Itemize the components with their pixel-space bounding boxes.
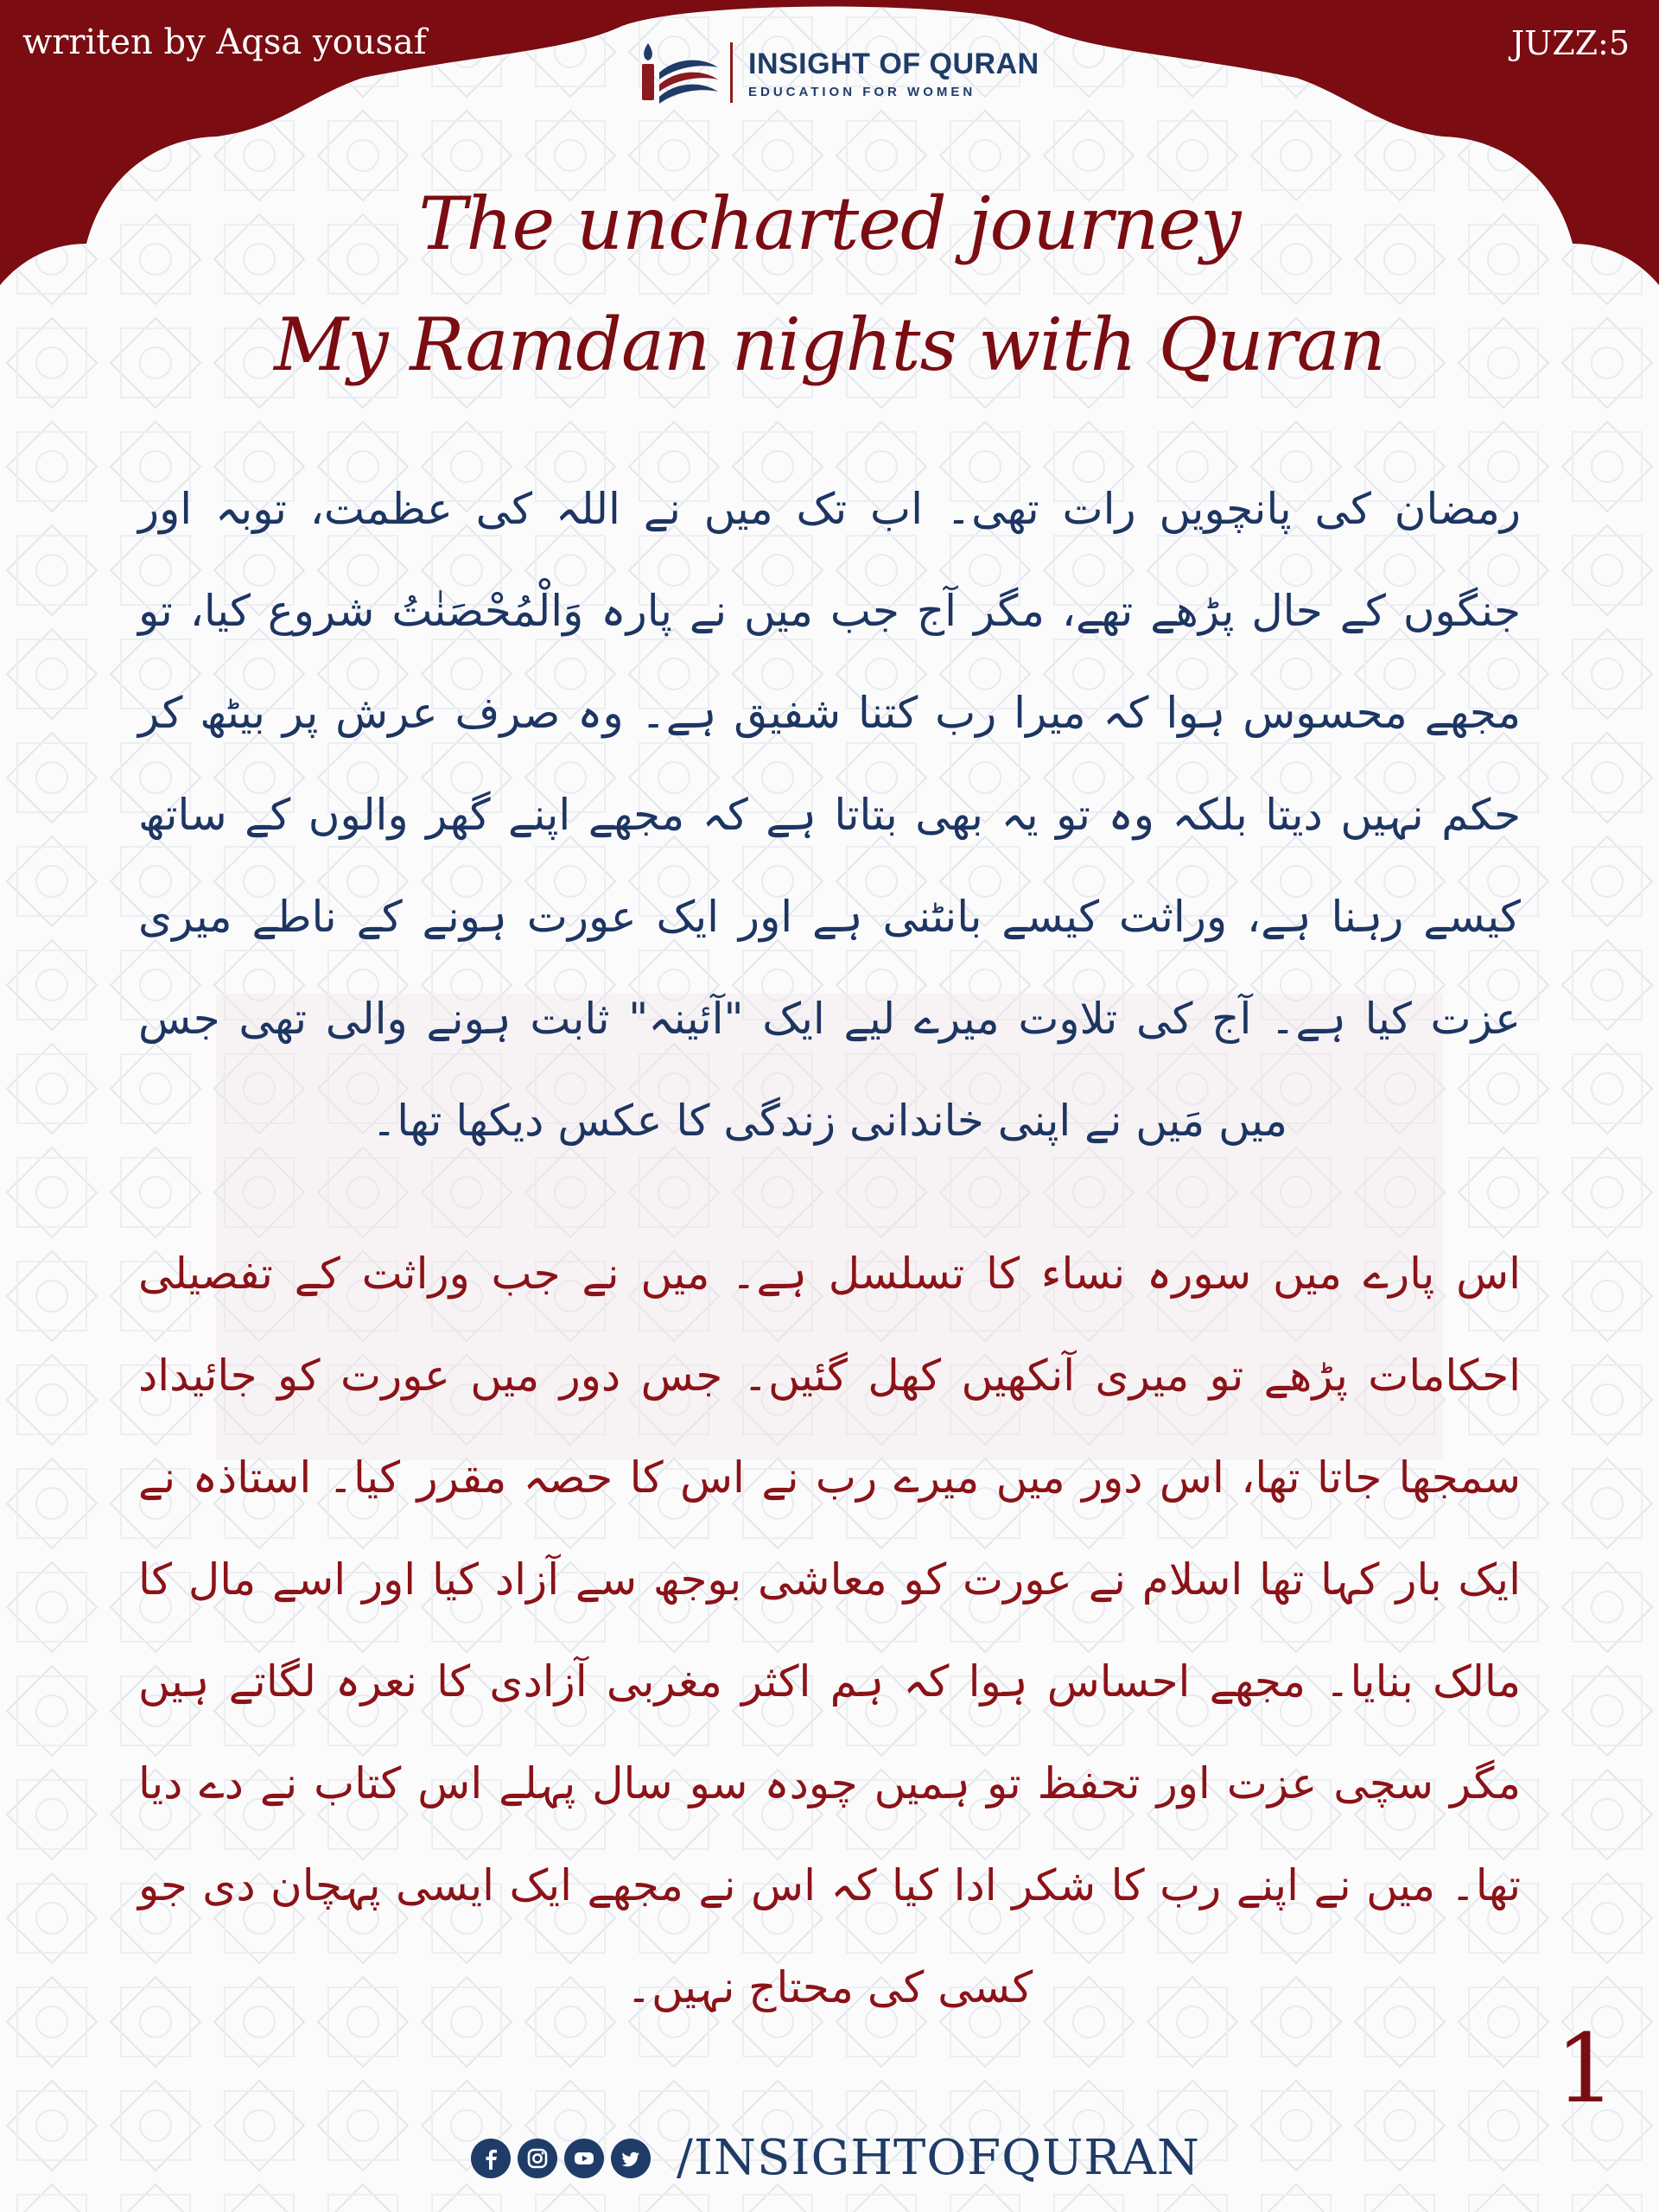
instagram-icon[interactable]	[518, 2139, 557, 2178]
logo-text	[748, 47, 1039, 99]
logo-divider	[730, 42, 733, 103]
juz-label: JUZZ:5	[1510, 24, 1630, 62]
body-paragraph-1: رمضان کی پانچویں رات تھی۔ اب تک میں نے اللہ کی عظمت، توبہ اور جنگوں کے حال پڑھے تھے، مگر آج جب میں نے پارہ وَالْمُحْصَنٰتُ شروع کیا، تو مجھے محسوس ہوا کہ میرا رب کتنا شفیق ہے۔ وہ صرف عرش پر بیٹھ کر حکم نہیں دیتا بلکہ وہ تو یہ بھی بتاتا ہے کہ مجھے اپنے گھر والوں کے ساتھ کیسے رہنا ہے، وراثت کیسے بانٹنی ہے اور ایک عورت ہونے کے ناطے میری عزت کیا ہے۔ آج کی تلاوت میرے لیے ایک "آئینہ" ثابت ہونے والی تھی جس میں مَیں نے اپنی خاندانی زندگی کا عکس دیکھا تھا۔	[138, 484, 1521, 1146]
insight-of-quran-logo-icon	[635, 38, 721, 107]
logo-title: INSIGHT OF QURAN	[748, 47, 1039, 80]
page-title-line-2: My Ramdan nights with Quran	[274, 302, 1385, 387]
page-number: 1	[1555, 2013, 1616, 2124]
youtube-icon[interactable]	[564, 2139, 604, 2178]
author-credit: wrriten by Aqsa yousaf	[22, 22, 427, 62]
facebook-icon[interactable]	[471, 2139, 511, 2178]
page-title-line-1: The uncharted journey	[418, 181, 1241, 266]
logo-tagline: EDUCATION FOR WOMEN	[748, 84, 976, 99]
brand-logo	[635, 38, 1039, 107]
twitter-icon[interactable]	[611, 2139, 651, 2178]
social-handle[interactable]: /INSIGHTOFQURAN	[677, 2130, 1200, 2186]
social-footer	[471, 2130, 1200, 2186]
body-paragraph-2: اس پارے میں سورہ نساء کا تسلسل ہے۔ میں نے جب وراثت کے تفصیلی احکامات پڑھے تو میری آنکھیں کھل گئیں۔ جس دور میں عورت کو جائیداد سمجھا جاتا تھا، اس دور میں میرے رب نے اس کا حصہ مقرر کیا۔ استاذہ نے ایک بار کہا تھا اسلام نے عورت کو معاشی بوجھ سے آزاد کیا اور اسے مال کا مالک بنایا۔ مجھے احساس ہوا کہ ہم اکثر مغربی آزادی کا نعرہ لگاتے ہیں مگر سچی عزت اور تحفظ تو ہمیں چودہ سو سال پہلے اس کتاب نے دے دیا تھا۔ میں نے اپنے رب کا شکر ادا کیا کہ اس نے مجھے ایک ایسی پہچان دی جو کسی کی محتاج نہیں۔	[138, 1249, 1521, 2012]
